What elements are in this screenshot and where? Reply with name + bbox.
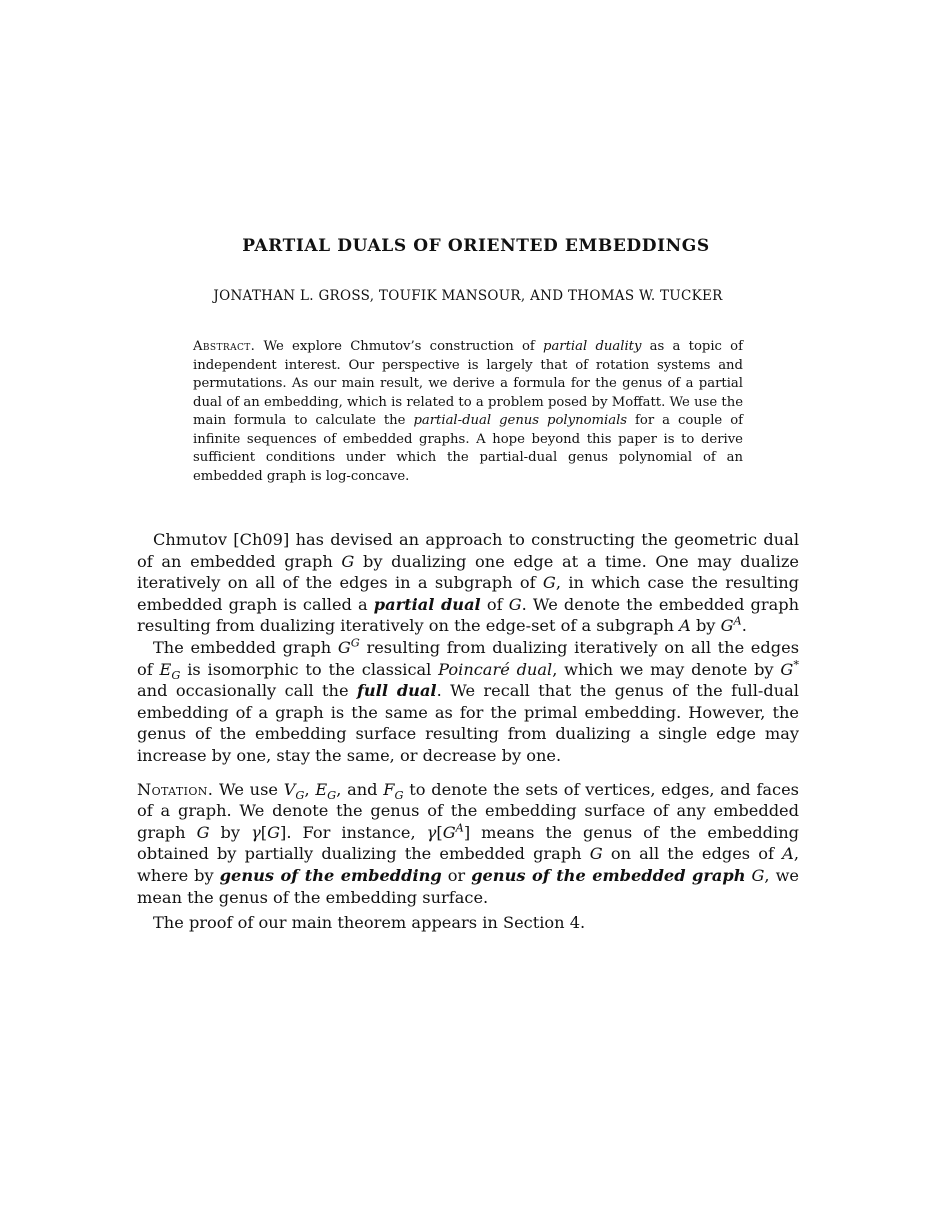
math-symbol: G (196, 822, 210, 842)
math-superscript: A (733, 613, 742, 628)
math-symbol: ] (280, 822, 287, 842)
math-symbol: [ (436, 822, 443, 842)
paragraph-text: of (480, 594, 509, 614)
math-symbol: G (508, 594, 522, 614)
paragraph-text: and occasionally call the (137, 681, 357, 701)
paragraph-text: . We recall that the genus of the full-dual embedding of a graph is the same as for the primal embedding. However, the genus of the embedding surface resulting from dualizing a single edge may increase by one, stay the same, or decrease by one. (137, 681, 799, 765)
math-symbol: ] (463, 822, 471, 842)
paragraph-text: resulting from dualizing iteratively on all the edges of (137, 637, 799, 679)
paragraph-text: The proof of our main theorem appears in Section 4. (153, 913, 586, 933)
math-symbol: G (337, 637, 351, 657)
paragraph-text: . (741, 616, 747, 636)
math-symbol: A (679, 616, 691, 636)
math-symbol: A (782, 844, 794, 864)
math-superscript: G (350, 635, 360, 650)
paragraph-full-dual (137, 637, 799, 767)
math-symbol: E (159, 659, 172, 679)
notation-heading: Notation. (137, 779, 214, 799)
math-symbol: G (267, 822, 281, 842)
math-symbol: G (780, 659, 794, 679)
math-symbol: G (720, 616, 734, 636)
math-superscript: A (455, 820, 464, 835)
paragraph-notation (137, 779, 799, 909)
term-partial-dual: partial dual (373, 594, 481, 614)
paragraph-text: is isomorphic to the classical (180, 659, 439, 679)
paragraph-text: by (209, 822, 252, 842)
abstract-text: We explore Chmutov’s construction of (255, 339, 543, 354)
math-symbol: F (383, 779, 395, 799)
math-symbol: G (542, 573, 556, 593)
paragraph-text: by (690, 616, 721, 636)
term-genus-of-embedded-graph: genus of the embedded graph (471, 865, 746, 885)
paragraph-text: by dualizing one edge at a time. One may dualize iteratively on all of the edges in a subgraph of (137, 551, 799, 593)
paragraph-text: , and (336, 779, 384, 799)
math-subscript: G (327, 787, 337, 802)
paragraph-text: , (304, 779, 316, 799)
abstract-heading: Abstract. (193, 339, 256, 354)
paragraph-text: Chmutov [Ch09] has devised an approach to constructing the geometric dual of an embedded graph (137, 530, 799, 571)
math-symbol: V (283, 779, 296, 799)
math-symbol: γ (251, 822, 261, 842)
abstract-term-partial-duality: partial duality (543, 339, 642, 354)
paragraph-text: or (441, 865, 472, 885)
abstract (193, 338, 743, 486)
abstract-text: as a topic of independent interest. Our perspective is largely that of rotation systems and permutations. As our main result, we derive a formula for the genus of a partial dual of an embedding, which is related to a problem posed by Moffatt. We use the main formula to calculate the (193, 339, 743, 428)
math-symbol: E (315, 779, 328, 799)
abstract-term-genus-polynomials: partial-dual genus polynomials (413, 413, 628, 428)
math-symbol: G (751, 865, 765, 885)
paragraph-text: means the genus of the embedding obtained by partially dualizing the embedded graph (137, 822, 799, 864)
paragraph-text: , where by (137, 844, 799, 885)
paragraph-text: , in which case the resulting embedded graph is called a (137, 573, 799, 614)
paragraph-text: . We denote the embedded graph resulting from dualizing iteratively on the edge-set of a subgraph (137, 594, 800, 636)
paragraph-text: , we mean the genus of the embedding surface. (137, 865, 800, 907)
paragraph-text: , which we may denote by (552, 659, 781, 679)
term-poincare-dual: Poincaré dual (438, 659, 553, 679)
math-symbol: G (589, 844, 603, 864)
math-subscript: G (394, 787, 404, 802)
math-superscript: * (793, 657, 799, 672)
paragraph-proof-pointer (137, 912, 799, 934)
abstract-text: for a couple of infinite sequences of embedded graphs. A hope beyond this paper is to derive sufficient conditions under which the partial-dual genus polynomial of an embedded graph is log-concave. (193, 413, 744, 484)
paragraph-text: The embedded graph (153, 637, 338, 657)
math-subscript: G (171, 667, 181, 682)
math-subscript: G (295, 787, 305, 802)
paragraph-text: to denote the sets of vertices, edges, and faces of a graph. We denote the genus of the embedding surface of any embedded graph (137, 779, 799, 842)
math-symbol: G (442, 822, 456, 842)
paragraph-intro (137, 529, 799, 637)
paragraph-text: on all the edges of (602, 844, 783, 864)
author-list: JONATHAN L. GROSS, TOUFIK MANSOUR, AND THOMAS W. TUCKER (213, 288, 723, 304)
paragraph-text: . For instance, (286, 822, 427, 842)
term-genus-of-embedding: genus of the embedding (219, 865, 442, 885)
math-symbol: G (341, 551, 355, 571)
paper-title: PARTIAL DUALS OF ORIENTED EMBEDDINGS (242, 236, 710, 256)
term-full-dual: full dual (356, 681, 437, 701)
math-symbol: γ (426, 822, 437, 842)
paragraph-text: We use (213, 779, 284, 799)
body-text (137, 529, 799, 934)
math-symbol: [ (260, 822, 268, 842)
